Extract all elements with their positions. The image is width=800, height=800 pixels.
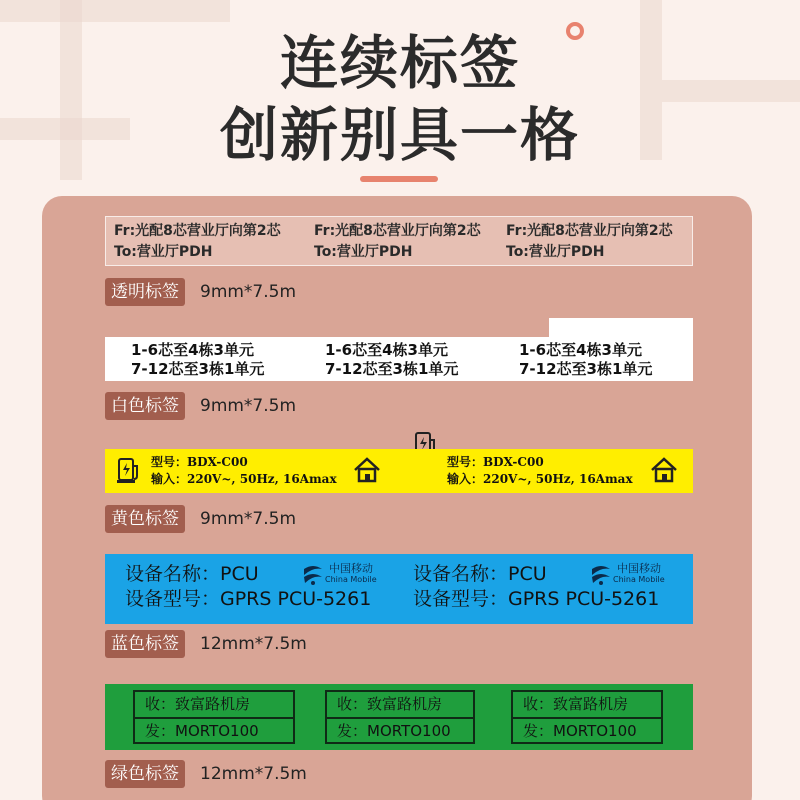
label-cell: [151, 454, 337, 488]
title-underline: [360, 176, 438, 182]
label-line: 1-6芯至4栋3单元: [519, 341, 642, 359]
logo-text-cn: 中国移动: [329, 562, 373, 575]
label-line: 设备名称：PCU: [413, 563, 547, 585]
label-line: 1-6芯至4栋3单元: [131, 341, 254, 359]
label-cell: [133, 690, 295, 744]
label-line: 收：致富路机房: [523, 695, 629, 713]
label-line: 型号：BDX-C00: [151, 455, 248, 469]
label-line: 发：MORTO100: [135, 717, 293, 742]
label-line: 设备型号：GPRS PCU-5261: [125, 588, 372, 610]
label-line: 设备型号：GPRS PCU-5261: [413, 588, 660, 610]
logo-text-cn: 中国移动: [617, 562, 661, 575]
badge-green: 绿色标签: [105, 760, 185, 788]
label-cell: [506, 221, 673, 263]
house-icon: [353, 457, 381, 487]
badge-white: 白色标签: [105, 392, 185, 420]
spec-yellow: 9mm*7.5m: [200, 509, 297, 529]
label-line: 1-6芯至4栋3单元: [325, 341, 448, 359]
spec-white: 9mm*7.5m: [200, 396, 297, 416]
label-line: To:营业厅PDH: [114, 244, 213, 260]
label-line: 7-12芯至3栋1单元: [325, 360, 459, 378]
spec-transparent: 9mm*7.5m: [200, 282, 297, 302]
china-mobile-logo-icon: [301, 562, 389, 588]
label-cell: [314, 221, 481, 263]
label-line: 发：MORTO100: [513, 717, 661, 742]
green-label-strip: [105, 684, 693, 750]
badge-yellow: 黄色标签: [105, 505, 185, 533]
label-line: Fr:光配8芯营业厅向第2芯: [314, 223, 481, 239]
label-cell: [511, 690, 663, 744]
logo-text-en: China Mobile: [325, 575, 377, 584]
white-label-tab: [549, 318, 693, 338]
label-cell: [447, 454, 633, 488]
label-line: 7-12芯至3栋1单元: [519, 360, 653, 378]
label-line: 收：致富路机房: [145, 695, 251, 713]
label-line: 输入：220V~, 50Hz, 16Amax: [447, 472, 633, 486]
logo-text-en: China Mobile: [613, 575, 665, 584]
page-title: 连续标签: [279, 29, 520, 97]
label-line: 型号：BDX-C00: [447, 455, 544, 469]
label-line: 收：致富路机房: [337, 695, 443, 713]
badge-transparent: 透明标签: [105, 278, 185, 306]
china-mobile-logo-icon: [589, 562, 677, 588]
label-line: To:营业厅PDH: [314, 244, 413, 260]
badge-blue: 蓝色标签: [105, 630, 185, 658]
label-line: Fr:光配8芯营业厅向第2芯: [114, 223, 281, 239]
white-label-strip: [105, 337, 693, 381]
spec-green: 12mm*7.5m: [200, 764, 307, 784]
label-cell: [519, 341, 652, 379]
yellow-label-strip: [105, 449, 693, 493]
label-cell: [325, 690, 475, 744]
transparent-label-strip: [105, 216, 693, 266]
label-cell: [325, 341, 458, 379]
label-line: 7-12芯至3栋1单元: [131, 360, 265, 378]
page-subtitle: 创新别具一格: [219, 101, 580, 169]
label-cell: [131, 341, 264, 379]
label-line: 设备名称：PCU: [125, 563, 259, 585]
blue-label-strip: [105, 554, 693, 624]
label-cell: [114, 221, 281, 263]
label-line: To:营业厅PDH: [506, 244, 605, 260]
label-line: 发：MORTO100: [327, 717, 473, 742]
label-line: Fr:光配8芯营业厅向第2芯: [506, 223, 673, 239]
spec-blue: 12mm*7.5m: [200, 634, 307, 654]
charger-icon: [117, 458, 141, 488]
label-line: 输入：220V~, 50Hz, 16Amax: [151, 472, 337, 486]
house-icon: [650, 457, 678, 487]
